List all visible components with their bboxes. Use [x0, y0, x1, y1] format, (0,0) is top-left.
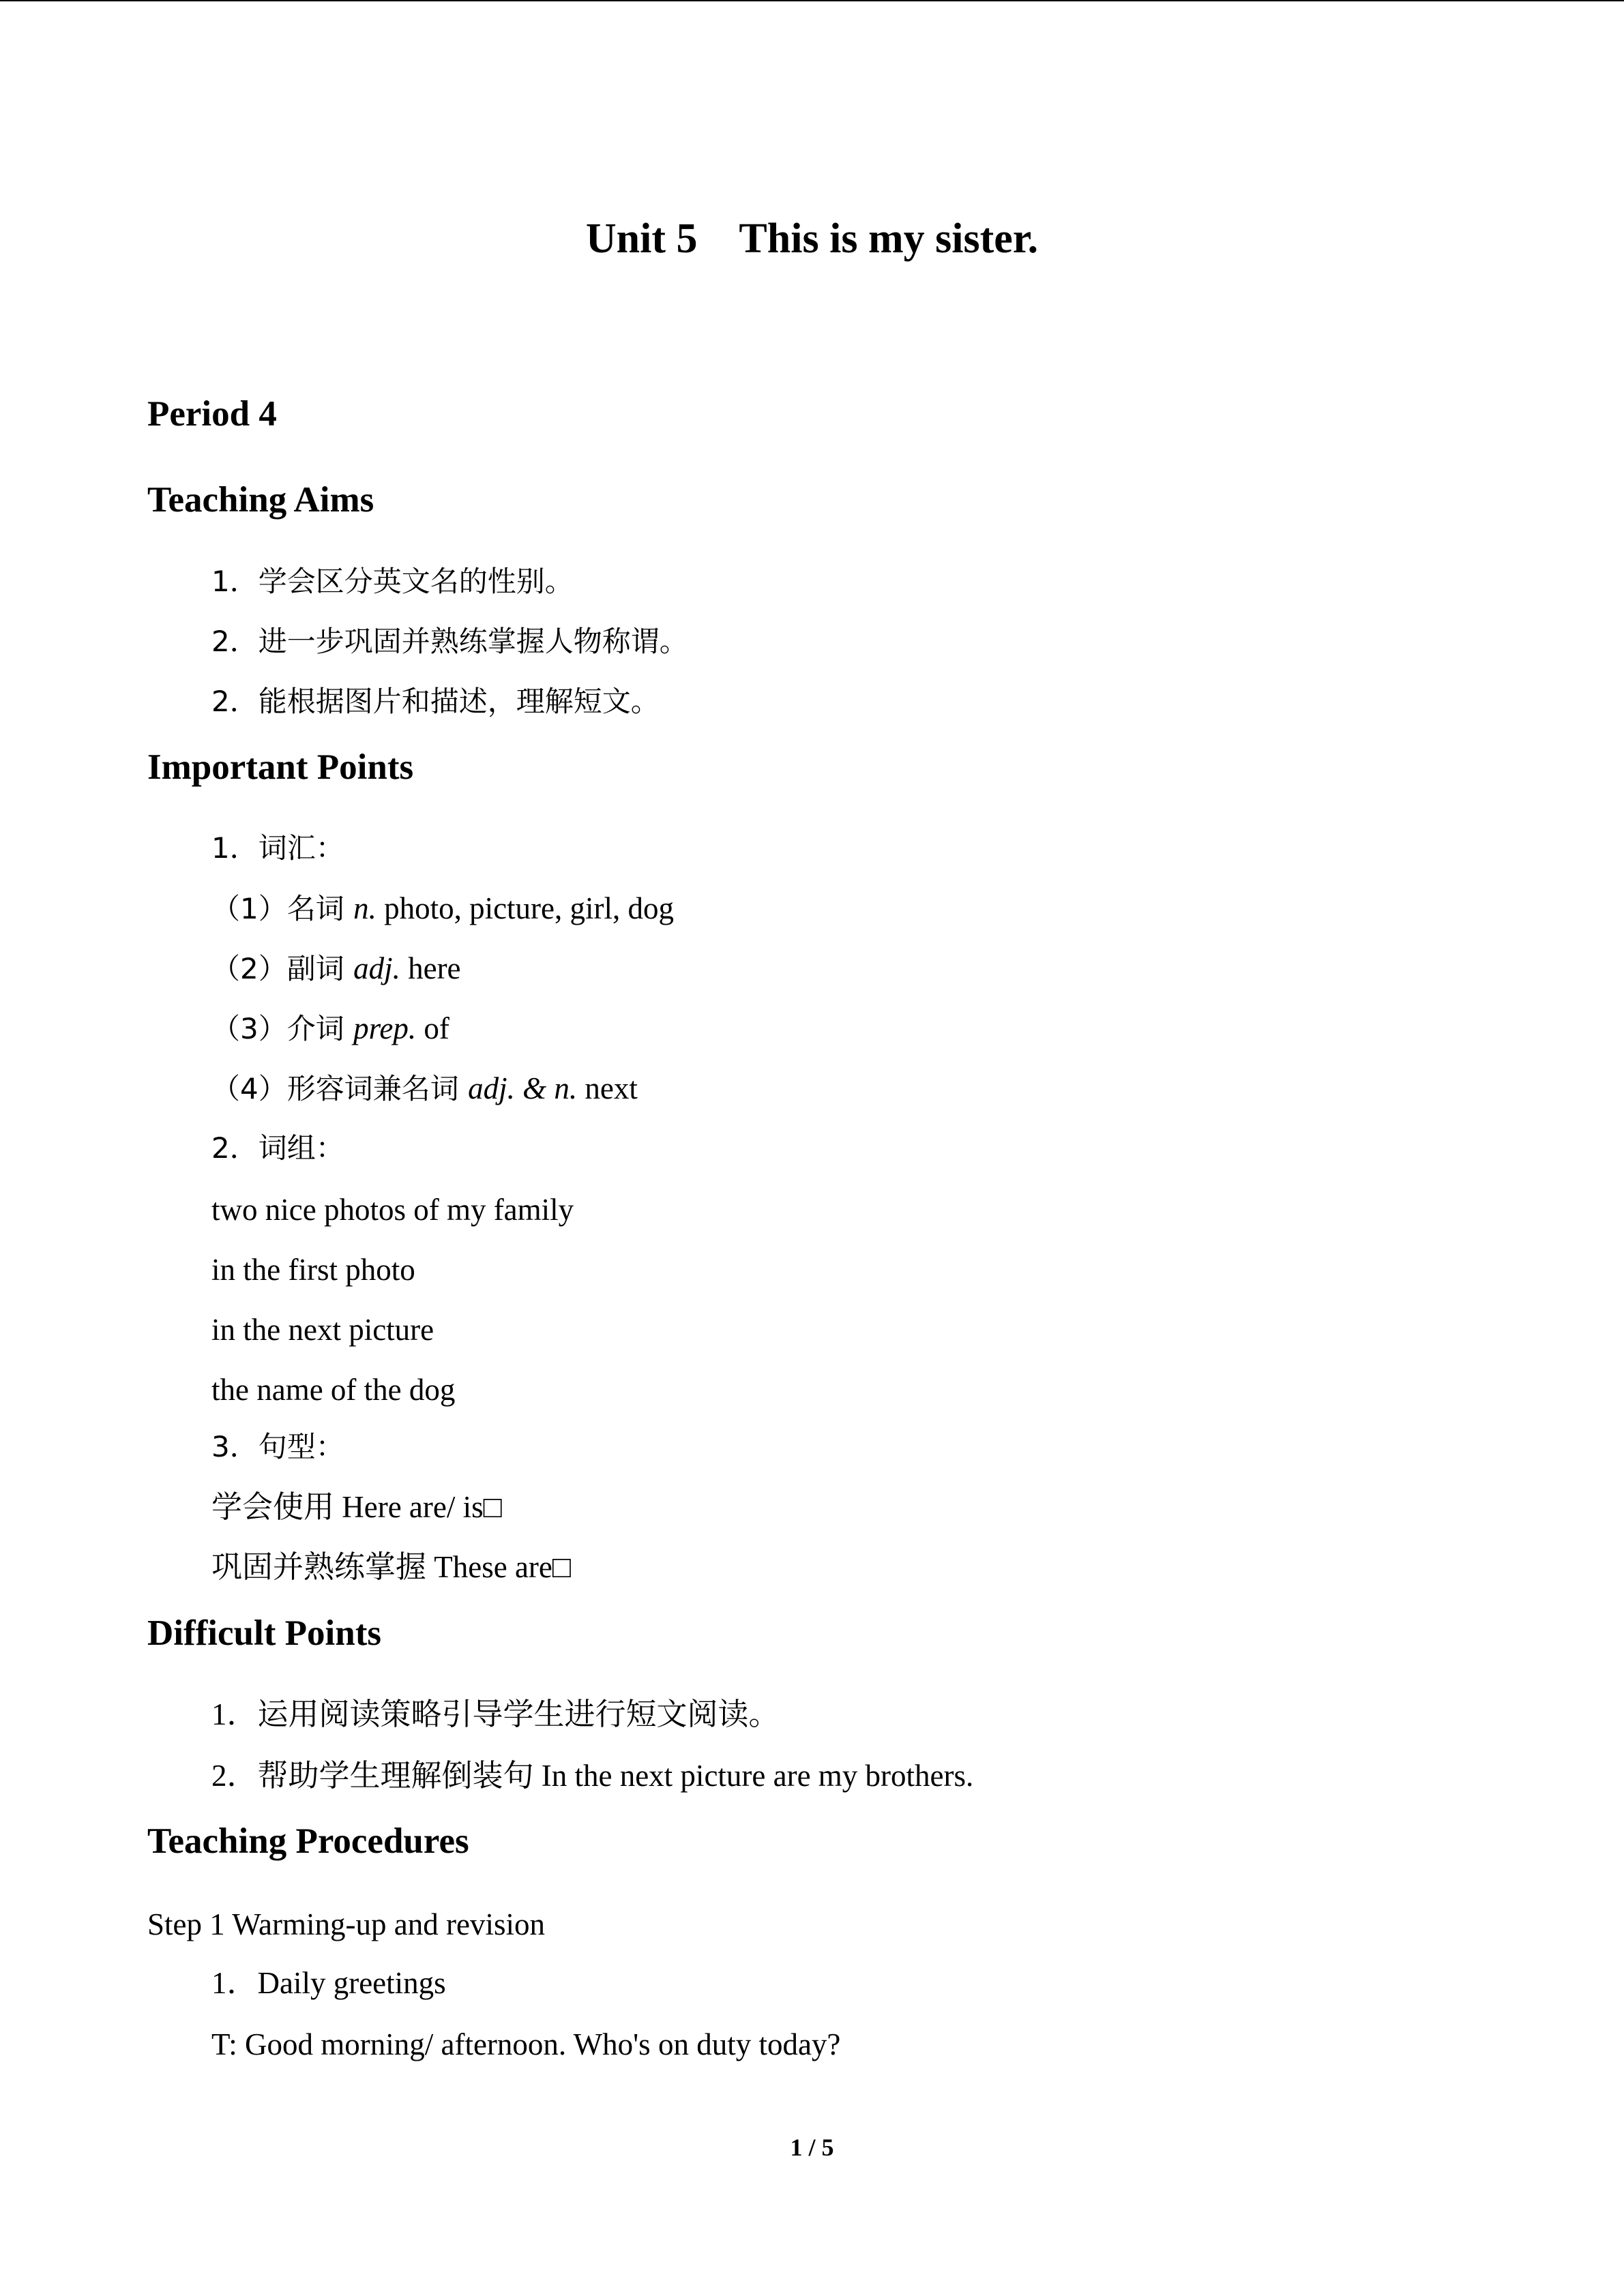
vocab-prefix: （4）形容词兼名词	[211, 1072, 469, 1105]
vocab-prefix: （2）副词	[211, 952, 354, 985]
vocab-item	[211, 1068, 638, 1109]
vocab-pos: adj. & n.	[468, 1071, 578, 1105]
vocab-words: of	[416, 1011, 449, 1045]
teaching-procedures-heading: Teaching Procedures	[147, 1821, 469, 1861]
vocab-words: photo, picture, girl, dog	[376, 891, 675, 925]
important-points-heading: Important Points	[147, 747, 414, 787]
teaching-aims-heading: Teaching Aims	[147, 480, 374, 520]
difficult-point-item: 1．运用阅读策略引导学生进行短文阅读。	[211, 1697, 780, 1731]
vocab-heading: 1．词汇：	[211, 831, 344, 865]
vocab-item	[211, 1008, 449, 1049]
teaching-aim-item: 2．进一步巩固并熟练掌握人物称谓。	[211, 625, 688, 658]
phrase-item: in the first photo	[211, 1253, 415, 1287]
dialogue-line: T: Good morning/ afternoon. Who's on duty today?	[211, 2027, 841, 2061]
teaching-aim-item: 2．能根据图片和描述，理解短文。	[211, 685, 660, 718]
vocab-words: here	[400, 951, 461, 985]
sentence-item: 巩固并熟练掌握 These are□	[211, 1550, 572, 1584]
teaching-aim-item: 1．学会区分英文名的性别。	[211, 565, 574, 598]
phrase-item: in the next picture	[211, 1313, 434, 1347]
vocab-pos: n.	[353, 891, 377, 925]
vocab-pos: adj.	[353, 951, 400, 985]
vocab-prefix: （3）介词	[211, 1012, 354, 1045]
vocab-prefix: （1）名词	[211, 892, 354, 925]
sentences-heading: 3．句型：	[211, 1430, 344, 1463]
procedure-item: 1．Daily greetings	[211, 1966, 446, 2000]
phrase-item: two nice photos of my family	[211, 1193, 574, 1227]
difficult-points-heading: Difficult Points	[147, 1613, 381, 1653]
difficult-point-item: 2．帮助学生理解倒装句 In the next picture are my brothers.	[211, 1759, 974, 1793]
period-heading: Period 4	[147, 394, 277, 434]
vocab-pos: prep.	[353, 1011, 417, 1045]
page-number: 1 / 5	[790, 2134, 834, 2161]
document-title: Unit 5 This is my sister.	[585, 215, 1039, 262]
vocab-item	[211, 888, 674, 929]
vocab-item	[211, 948, 461, 989]
phrase-item: the name of the dog	[211, 1373, 456, 1407]
vocab-words: next	[577, 1071, 638, 1105]
phrases-heading: 2．词组：	[211, 1131, 344, 1165]
sentence-item: 学会使用 Here are/ is□	[211, 1490, 502, 1524]
step-heading: Step 1 Warming-up and revision	[147, 1907, 545, 1941]
